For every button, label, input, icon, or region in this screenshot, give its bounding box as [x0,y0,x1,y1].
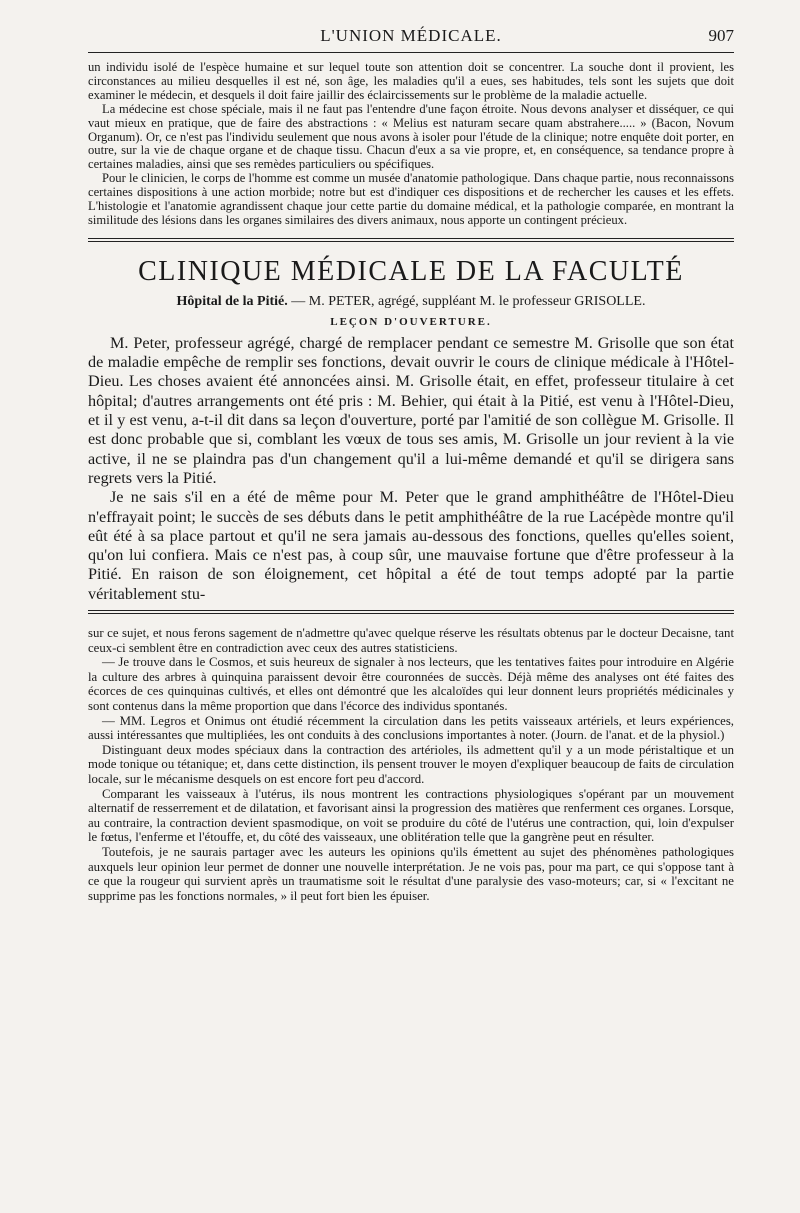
journal-title: L'UNION MÉDICALE. [320,26,502,45]
section-subtitle [88,294,734,310]
lower-section [88,626,734,903]
lower-paragraph-4: Distinguant deux modes spéciaux dans la contraction des artérioles, ils admettent qu'il y a un mode péristaltique et un mode tonique ou tétanique; et, dans cette distinction, ils pensent trouver le moyen d'expliquer beaucoup de faits de circulation locale, sur le mécanisme desquels on est encore fort peu d'accord. [88,742,734,786]
hospital-name: Hôpital de la Pitié. [176,293,288,309]
lecture-paragraph-2: Je ne sais s'il en a été de même pour M. Peter que le grand amphithéâtre de l'Hôtel-Dieu n'effrayait point; le succès de ses débuts dans le petit amphithéâtre de la rue Lacépède montre qu'il eût été à sa place partout et qu'il ne sera jamais au-dessous des fonctions, quelles qu'elles soient, qu'on lui confiera. Mais ce n'est pas, à coup sûr, une mauvaise fortune que d'être professeur à la Pitié. En raison de son éloignement, cet hôpital a été de tout temps adopté par la partie véritablement stu- [88,488,734,603]
lower-paragraph-5: Comparant les vaisseaux à l'utérus, ils nous montrent les contractions physiologiques s'opérant par un mouvement alternatif de resserrement et de dilatation, et favorisant ainsi la progression des matières que renferment ces organes. Lorsque, au contraire, la contraction devient spasmodique, on voit se produire du côté de l'utérus une contraction, qui, loin d'expulser le fœtus, l'enferme et l'étouffe, et, du côté des vaisseaux, une oblitération telle que la gangrène peut en résulter. [88,786,734,845]
lower-paragraph-3: — MM. Legros et Onimus ont étudié récemment la circulation dans les petits vaisseaux artériels, et leurs expériences, aussi intéressantes que multipliées, les ont conduits à des conclusions importantes à noter. (Journ. de l'anat. et de la physiol.) [88,713,734,743]
feuilleton-divider [88,610,734,614]
lower-paragraph-2: — Je trouve dans le Cosmos, et suis heureux de signaler à nos lecteurs, que les tentatives faites pour introduire en Algérie la culture des arbres à quinquina paraissent devoir être couronnées de succès. Déjà même des analyses ont été faites des écorces de ces quinquinas cultivés, et elles ont démontré que les alcaloïdes qui leur donnent leurs propriétés médicinales y sont contenus dans la même proportion que dans l'écorce des individus spontanés. [88,655,734,713]
document-page [88,24,734,903]
running-header [88,24,734,52]
lecturer-line: — M. PETER, agrégé, suppléant M. le professeur GRISOLLE. [287,293,646,309]
top-paragraph-3: Pour le clinicien, le corps de l'homme est comme un musée d'anatomie pathologique. Dans chaque partie, nous reconnaissons certaines dispositions à une action morbide; notre but est d'indiquer ces dispositions et de rechercher les causes et les effets. L'histologie et l'anatomie agrandissent chaque jour cette partie du domaine médical, et la pathologie comparée, en montrant la similitude des lésions dans les organes similaires des divers animaux, nous apporte un contingent précieux. [88,171,734,227]
lower-text-block [88,626,734,903]
header-rule [88,52,734,53]
top-text-block [88,61,734,228]
lecture-heading: LEÇON D'OUVERTURE. [330,315,492,328]
lecture-text-block [88,334,734,604]
section-title: CLINIQUE MÉDICALE DE LA FACULTÉ [138,255,684,287]
top-paragraph-1: un individu isolé de l'espèce humaine et sur lequel toute son attention doit se concentrer. La souche dont il provient, les circonstances au milieu desquelles il est né, son âge, les maladies qu'il a eues, ses habitudes, tels sont les sujets que doit examiner le médecin, et desquels il doit faire jaillir des éclaircissements sur le problème de la maladie actuelle. [88,60,734,102]
top-paragraph-2: La médecine est chose spéciale, mais il ne faut pas l'entendre d'une façon étroite. Nous devons analyser et disséquer, ce qui vaut mieux en pratique, que de faire des abstractions : « Melius est naturam secare quam abstrahere..... » (Bacon, Novum Organum). Or, ce n'est pas l'individu seulement que nous avons à isoler pour l'étude de la clinique; notre enquête doit porter, en outre, sur la vie de chaque organe et de chaque tissu. Chacun d'eux a sa vie propre, et, en conséquence, sa tendance propre à certaines maladies, ainsi que ses remèdes particuliers ou spécifiques. [88,101,734,172]
page-number: 907 [708,26,734,45]
lecture-paragraph-1: M. Peter, professeur agrégé, chargé de remplacer pendant ce semestre M. Grisolle que son état de maladie empêche de remplir ses fonctions, devait ouvrir le cours de clinique médicale à l'Hôtel-Dieu. Les choses avaient été annoncées ainsi. M. Grisolle était, en effet, professeur titulaire à cet hôpital; d'autres arrangements ont été pris : M. Behier, qui était à la Pitié, est venu à l'Hôtel-Dieu, et il y est venu, a-t-il dit dans sa leçon d'ouverture, porté par l'amitié de son collègue M. Grisolle. Il est donc probable que si, comblant les vœux de tous ses amis, M. Grisolle un jour revient à la vie active, il ne se plaindra pas d'un changement qu'il a lui-même demandé et qu'il se dirigera sans regrets vers la Pitié. [88,333,734,487]
lower-paragraph-1: sur ce sujet, et nous ferons sagement de n'admettre qu'avec quelque réserve les résultats obtenus par le docteur Decaisne, tant ceux-ci semblent être en contradiction avec ceux des autres statisticiens. [88,626,734,655]
section-divider [88,238,734,242]
lower-paragraph-6: Toutefois, je ne saurais partager avec les auteurs les opinions qu'ils émettent au sujet des phénomènes pathologiques auxquels leur opinion leur permet de donner une nouvelle interprétation. Je ne vois pas, pour ma part, ce qui s'oppose tant à ce que la rougeur qui survient après un traumatisme soit le résultat d'une paralysie des vaso-moteurs; car, si « l'excitant ne supprime pas les fonctions normales, » il peut fort bien les épuiser. [88,844,734,903]
